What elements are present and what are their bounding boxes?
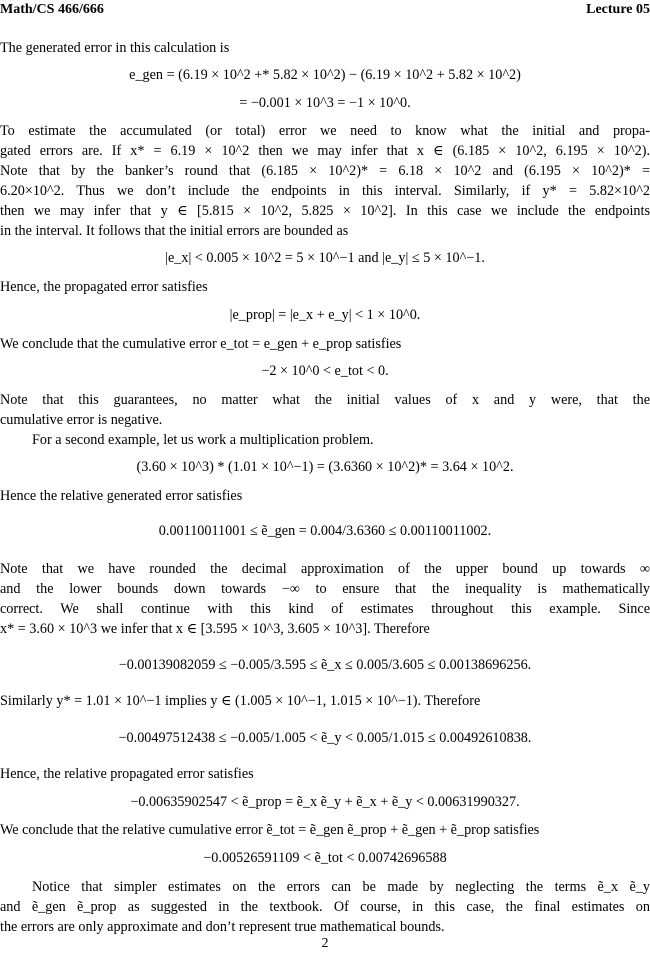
equation-line: |e_prop| = |e_x + e_y| < 1 × 10^0. bbox=[229, 307, 421, 323]
text-line: For a second example, let us work a multiplication problem. bbox=[32, 432, 374, 448]
equation-line: −0.00526591109 < ẽ_tot < 0.00742696588 bbox=[203, 850, 447, 866]
equation-line: e_gen = (6.19 × 10^2 +* 5.82 × 10^2) − (6.19 × 10^2 + 5.82 × 10^2) bbox=[129, 67, 521, 83]
text-line: We conclude that the relative cumulative error ẽ_tot = ẽ_gen ẽ_prop + ẽ_gen + ẽ_prop satisfies bbox=[0, 822, 540, 838]
text-line: Hence, the relative propagated error satisfies bbox=[0, 766, 254, 782]
text-line: Note that by the banker’s round that (6.185 × 10^2)* = 6.18 × 10^2 and (6.195 × 10^2)* = bbox=[0, 163, 650, 179]
text-line: correct. We shall continue with this kind of estimates throughout this example. Since bbox=[0, 601, 650, 617]
text-line: Similarly y* = 1.01 × 10^−1 implies y ∈ (1.005 × 10^−1, 1.015 × 10^−1). Therefore bbox=[0, 693, 481, 709]
text-line: 6.20×10^2. Thus we don’t include the endpoints in this interval. Similarly, if y* = 5.82×10^2 bbox=[0, 183, 650, 199]
equation-line: |e_x| < 0.005 × 10^2 = 5 × 10^−1 and |e_y| ≤ 5 × 10^−1. bbox=[165, 250, 485, 266]
text-line: and the lower bounds down towards −∞ to ensure that the inequality is mathematically bbox=[0, 581, 650, 597]
text-line: Hence the relative generated error satisfies bbox=[0, 488, 243, 504]
text-line: Notice that simpler estimates on the errors can be made by neglecting the terms ẽ_x ẽ_y bbox=[32, 879, 650, 895]
text-line: To estimate the accumulated (or total) error we need to know what the initial and propa- bbox=[0, 123, 650, 139]
text-line: Hence, the propagated error satisfies bbox=[0, 279, 208, 295]
text-line: the errors are only approximate and don’t represent true mathematical bounds. bbox=[0, 919, 445, 935]
page-number: 2 bbox=[321, 936, 329, 951]
equation-line: −0.00139082059 ≤ −0.005/3.595 ≤ ẽ_x ≤ 0.005/3.605 ≤ 0.00138696256. bbox=[118, 657, 532, 673]
equation-line: −0.00635902547 < ẽ_prop = ẽ_x ẽ_y + ẽ_x + ẽ_y < 0.00631990327. bbox=[130, 794, 520, 810]
text-line: cumulative error is negative. bbox=[0, 412, 163, 428]
lecture-title: Lecture 05 bbox=[586, 2, 650, 17]
equation-line: = −0.001 × 10^3 = −1 × 10^0. bbox=[239, 95, 411, 111]
course-title: Math/CS 466/666 bbox=[0, 2, 104, 17]
text-line: We conclude that the cumulative error e_tot = e_gen + e_prop satisfies bbox=[0, 336, 402, 352]
text-line: x* = 3.60 × 10^3 we infer that x ∈ [3.595 × 10^3, 3.605 × 10^3]. Therefore bbox=[0, 621, 430, 637]
equation-line: −0.00497512438 ≤ −0.005/1.005 < ẽ_y < 0.005/1.015 ≤ 0.00492610838. bbox=[118, 730, 532, 746]
equation-line: 0.00110011001 ≤ ẽ_gen = 0.004/3.6360 ≤ 0.00110011002. bbox=[158, 523, 492, 539]
text-line: The generated error in this calculation is bbox=[0, 40, 230, 56]
text-line: and ẽ_gen ẽ_prop as suggested in the textbook. Of course, in this case, the final estimates on bbox=[0, 899, 650, 915]
text-line: Note that this guarantees, no matter what the initial values of x and y were, that the bbox=[0, 392, 650, 408]
equation-line: −2 × 10^0 < e_tot < 0. bbox=[261, 363, 389, 379]
text-line: in the interval. It follows that the initial errors are bounded as bbox=[0, 223, 349, 239]
text-line: then we may infer that y ∈ [5.815 × 10^2, 5.825 × 10^2]. In this case we include the endpoints bbox=[0, 203, 650, 219]
page-header bbox=[0, 0, 650, 20]
text-line: Note that we have rounded the decimal approximation of the upper bound up towards ∞ bbox=[0, 561, 650, 577]
equation-line: (3.60 × 10^3) * (1.01 × 10^−1) = (3.6360 × 10^2)* = 3.64 × 10^2. bbox=[136, 459, 514, 475]
text-line: gated errors are. If x* = 6.19 × 10^2 then we may infer that x ∈ (6.185 × 10^2, 6.195 × 10^2). bbox=[0, 143, 650, 159]
